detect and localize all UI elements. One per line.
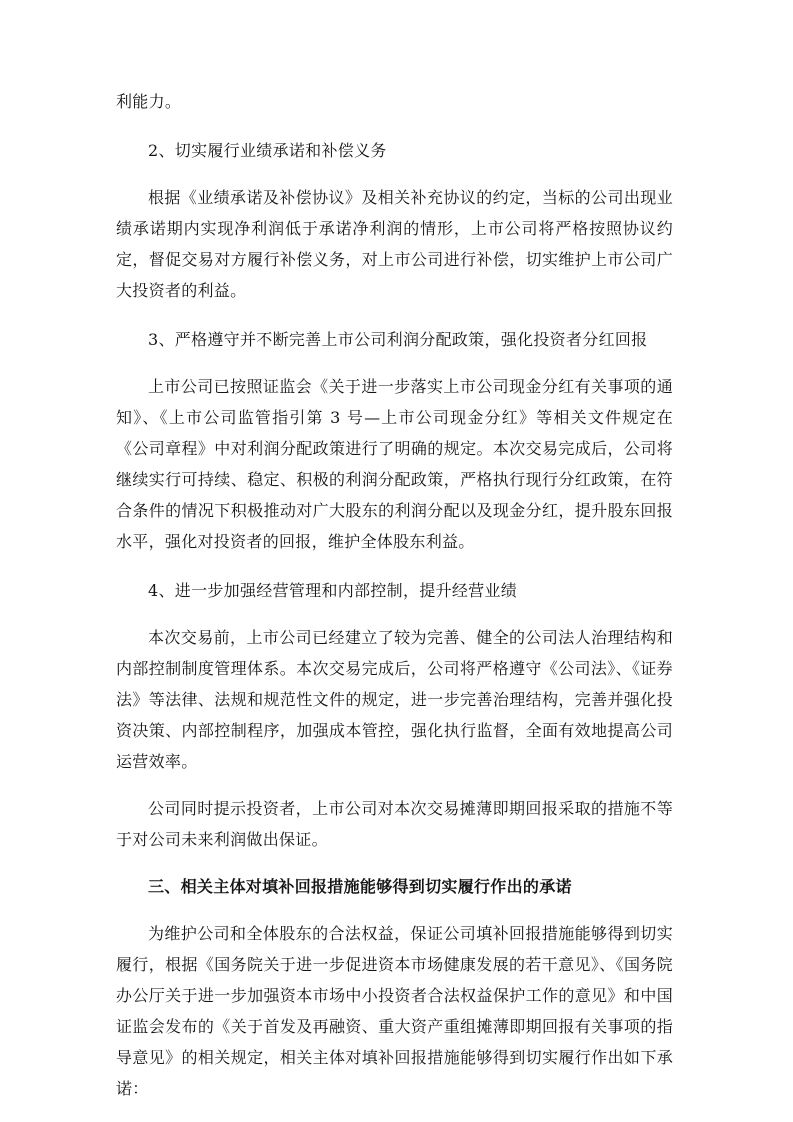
- subheading-3-profit-distribution: 3、严格遵守并不断完善上市公司利润分配政策，强化投资者分红回报: [148, 330, 648, 349]
- subheading-4-management-internal-control: 4、进一步加强经营管理和内部控制，提升经营业绩: [148, 581, 518, 600]
- paragraph-commitment-intro: 为维护公司和全体股东的合法权益，保证公司填补回报措施能够得到切实履行，根据《国务院关于进一步促进资本市场健康发展的若干意见》、《国务院办公厅关于进一步加强资本市场中小投资者合法权益保护工作的意见》和中国证监会发布的《关于首发及再融资、重大资产重组摊薄即期回报有关事项的指导意见》的相关规定，相关主体对填补回报措施能够得到切实履行作出如下承诺：: [116, 924, 673, 1098]
- paragraph-investor-notice: 公司同时提示投资者，上市公司对本次交易摊薄即期回报采取的措施不等于对公司未来利润做出保证。: [116, 799, 673, 849]
- paragraph-performance-commitment-body: 根据《业绩承诺及补偿协议》及相关补充协议的约定，当标的公司出现业绩承诺期内实现净利润低于承诺净利润的情形，上市公司将严格按照协议约定，督促交易对方履行补偿义务，对上市公司进行补偿，切实维护上市公司广大投资者的利益。: [116, 188, 673, 300]
- paragraph-internal-control-body: 本次交易前，上市公司已经建立了较为完善、健全的公司法人治理结构和内部控制制度管理体系。本次交易完成后，公司将严格遵守《公司法》、《证券法》等法律、法规和规范性文件的规定，进一步完善治理结构，完善并强化投资决策、内部控制程序，加强成本管控，强化执行监督，全面有效地提高公司运营效率。: [116, 628, 673, 771]
- subheading-2-performance-commitment: 2、切实履行业绩承诺和补偿义务: [148, 141, 387, 160]
- paragraph-profit-distribution-body: 上市公司已按照证监会《关于进一步落实上市公司现金分红有关事项的通知》、《上市公司监管指引第 3 号—上市公司现金分红》等相关文件规定在《公司章程》中对利润分配政策进行了明确的规定。本次交易完成后，公司将继续实行可持续、稳定、积极的利润分配政策，严格执行现行分红政策，在符合条件的情况下积极推动对广大股东的利润分配以及现金分红，提升股东回报水平，强化对投资者的回报，维护全体股东利益。: [116, 377, 673, 551]
- paragraph-continuation: 利能力。: [116, 92, 182, 111]
- section-heading-3-commitments: 三、相关主体对填补回报措施能够得到切实履行作出的承诺: [148, 877, 572, 896]
